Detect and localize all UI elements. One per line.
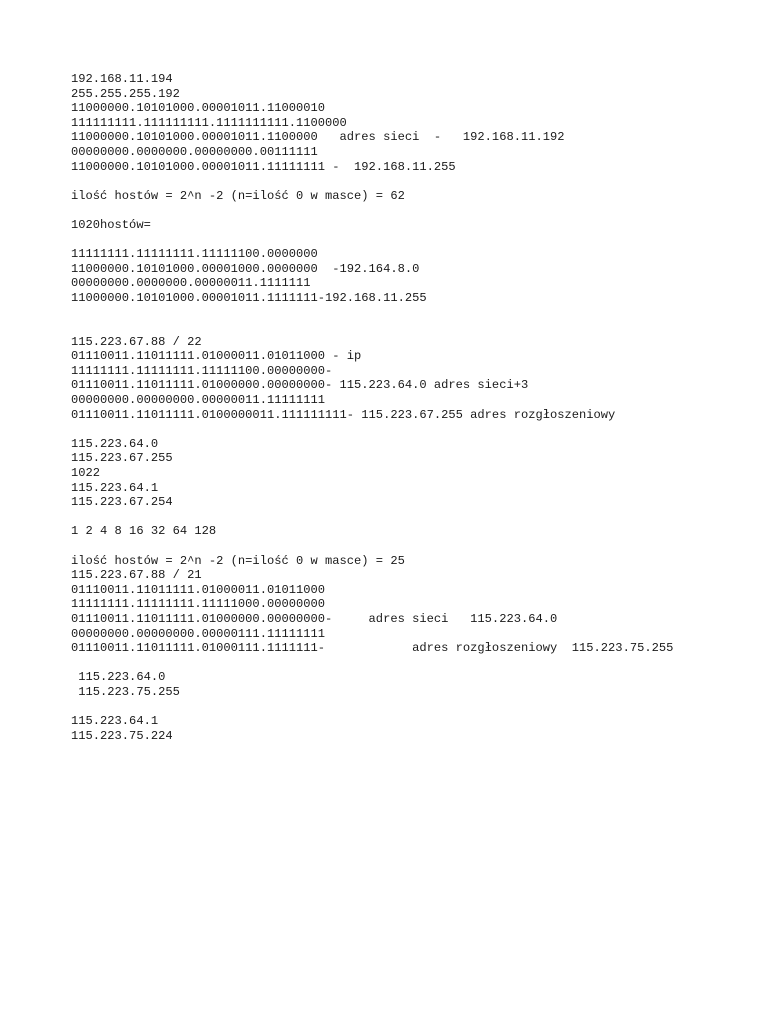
blank-line <box>71 203 748 218</box>
blank-line <box>71 320 748 335</box>
text-line: ilość hostów = 2^n -2 (n=ilość 0 w masce) = 62 <box>71 188 405 203</box>
text-line: 11000000.10101000.00001011.11111111 - 192.168.11.255 <box>71 159 456 174</box>
text-line: 00000000.00000000.00000111.11111111 <box>71 626 326 641</box>
text-line: 01110011.11011111.01000111.1111111- adres rozgłoszeniowy 115.223.75.255 <box>71 641 674 656</box>
blank-line <box>71 700 748 715</box>
text-line: 115.223.67.254 <box>71 495 173 510</box>
text-line: 1 2 4 8 16 32 64 128 <box>71 524 217 539</box>
text-line: 11000000.10101000.00001000.0000000 -192.164.8.0 <box>71 261 420 276</box>
text-line: 00000000.0000000.00000011.1111111 <box>71 276 311 291</box>
text-line: 115.223.64.0 <box>71 436 159 451</box>
blank-line <box>71 306 748 321</box>
text-line: 111111111.111111111.1111111111.1100000 <box>71 115 347 130</box>
text-line: 01110011.11011111.01000011.01011000 - ip <box>71 349 362 364</box>
text-line: 01110011.11011111.01000000.00000000- adres sieci 115.223.64.0 <box>71 611 558 626</box>
document-body <box>71 72 748 743</box>
blank-line <box>71 233 748 248</box>
text-line: 115.223.64.1 <box>71 480 159 495</box>
text-line: 115.223.75.255 <box>71 684 180 699</box>
text-line: ilość hostów = 2^n -2 (n=ilość 0 w masce) = 25 <box>71 553 405 568</box>
text-line: 11111111.11111111.11111100.00000000- <box>71 363 333 378</box>
text-line: 1022 <box>71 466 101 481</box>
text-line: 115.223.64.0 <box>71 670 166 685</box>
text-line: 01110011.11011111.01000000.00000000- 115.223.64.0 adres sieci+3 <box>71 378 529 393</box>
text-line: 11111111.11111111.11111000.00000000 <box>71 597 326 612</box>
text-line: 115.223.75.224 <box>71 728 173 743</box>
text-line: 115.223.67.255 <box>71 451 173 466</box>
blank-line <box>71 422 748 437</box>
blank-line <box>71 656 748 671</box>
text-line: 00000000.0000000.00000000.00111111 <box>71 144 318 159</box>
blank-line <box>71 174 748 189</box>
text-line: 192.168.11.194 <box>71 72 173 86</box>
text-line: 11111111.11111111.11111100.0000000 <box>71 247 318 262</box>
text-line: 11000000.10101000.00001011.11000010 <box>71 101 326 116</box>
text-line: 255.255.255.192 <box>71 86 180 101</box>
text-line: 1020hostów= <box>71 217 151 232</box>
text-line: 11000000.10101000.00001011.1100000 adres sieci - 192.168.11.192 <box>71 130 565 145</box>
text-line: 01110011.11011111.0100000011.111111111- 115.223.67.255 adres rozgłoszeniowy <box>71 407 616 422</box>
text-line: 115.223.64.1 <box>71 714 159 729</box>
text-line: 11000000.10101000.00001011.1111111-192.168.11.255 <box>71 290 427 305</box>
text-line: 115.223.67.88 / 21 <box>71 568 202 583</box>
text-line: 115.223.67.88 / 22 <box>71 334 202 349</box>
text-line: 01110011.11011111.01000011.01011000 <box>71 582 326 597</box>
text-line: 00000000.00000000.00000011.11111111 <box>71 393 326 408</box>
blank-line <box>71 539 748 554</box>
blank-line <box>71 510 748 525</box>
